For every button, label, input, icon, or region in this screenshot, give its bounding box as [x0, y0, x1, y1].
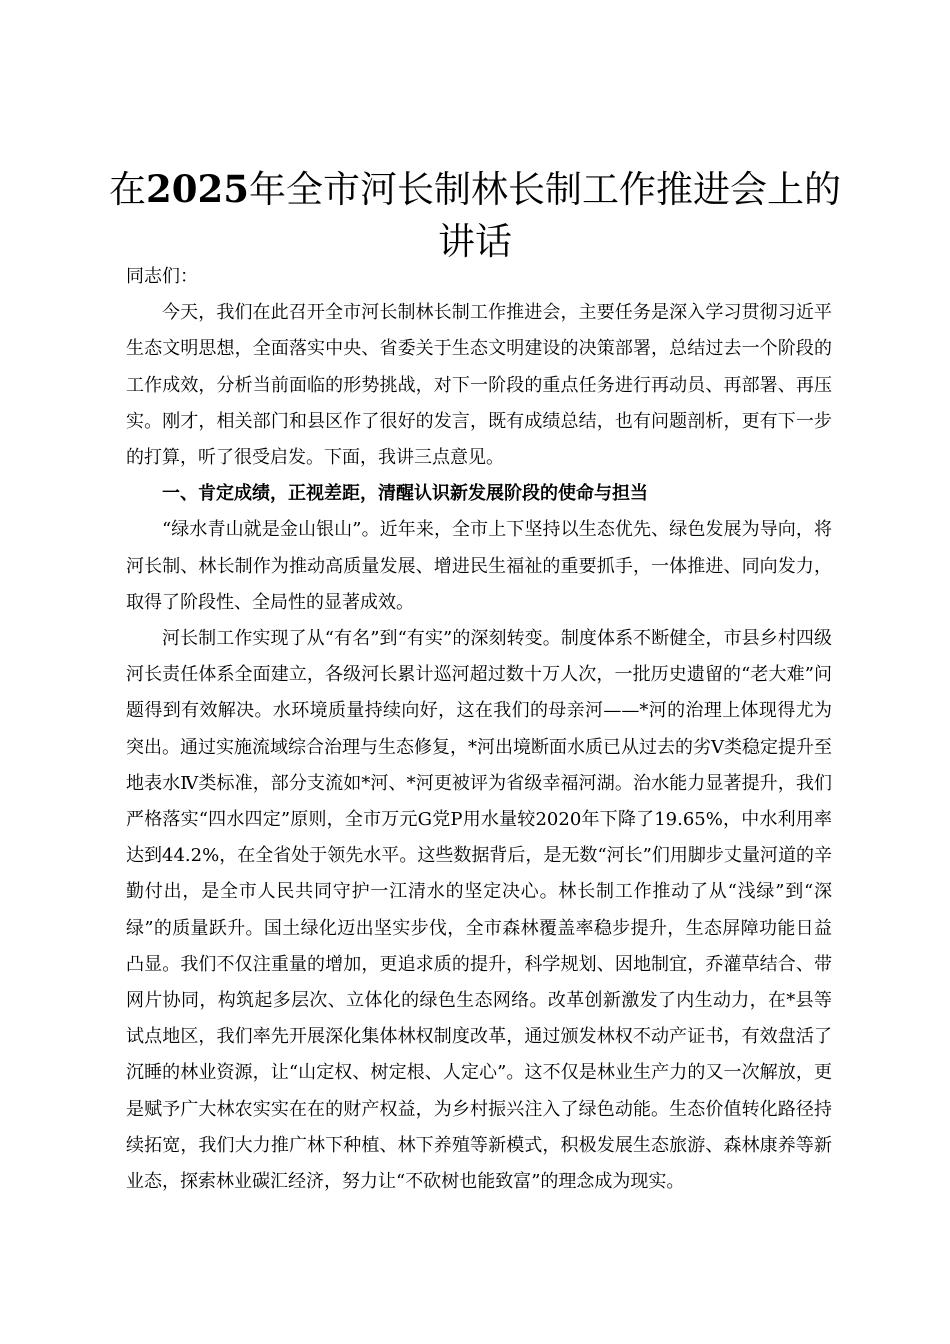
document-body [126, 259, 832, 1200]
section-heading: 一、肯定成绩，正视差距，清醒认识新发展阶段的使命与担当 [162, 483, 648, 505]
salutation: 同志们： [126, 266, 198, 287]
title-prefix: 在 [109, 168, 146, 211]
body-paragraph-1: “绿水青山就是金山银山”。近年来，全市上下坚持以生态优先、绿色发展为导向，将河长制、林长制作为推动高质量发展、增进民生福祉的重要抓手，一体推进、同向发力，取得了阶段性、全局性的显著成效。 [126, 519, 832, 613]
document-title [100, 163, 850, 268]
body-paragraph-2: 河长制工作实现了从“有名”到“有实”的深刻转变。制度体系不断健全，市县乡村四级河长责任体系全面建立，各级河长累计巡河超过数十万人次，一批历史遗留的“老大难”问题得到有效解决。水环境质量持续向好，这在我们的母亲河——*河的治理上体现得尤为突出。通过实施流域综合治理与生态修复，*河出境断面水质已从过去的劣Ⅴ类稳定提升至地表水Ⅳ类标准，部分支流如*河、*河更被评为省级幸福河湖。治水能力显著提升，我们严格落实“四水四定”原则，全市万元G党P用水量较2020年下降了19.65%，中水利用率达到44.2%，在全省处于领先水平。这些数据背后，是无数“河长”们用脚步丈量河道的辛勤付出，是全市人民共同守护一江清水的坚定决心。林长制工作推动了从“浅绿”到“深绿”的质量跃升。国土绿化迈出坚实步伐，全市森林覆盖率稳步提升，生态屏障功能日益凸显。我们不仅注重量的增加，更追求质的提升，科学规划、因地制宜，乔灌草结合、带网片协同，构筑起多层次、立体化的绿色生态网络。改革创新激发了内生动力，在*县等试点地区，我们率先开展深化集体林权制度改革，通过颁发林权不动产证书，有效盘活了沉睡的林业资源，让“山定权、树定根、人定心”。这不仅是林业生产力的又一次解放，更是赋予广大林农实实在在的财产权益，为乡村振兴注入了绿色动能。生态价值转化路径持续拓宽，我们大力推广林下种植、林下养殖等新模式，积极发展生态旅游、森林康养等新业态，探索林业碳汇经济，努力让“不砍树也能致富”的理念成为现实。 [126, 628, 832, 1193]
title-suffix: 年全市河长制林长制工作推进会上的讲话 [248, 168, 841, 263]
intro-paragraph: 今天，我们在此召开全市河长制林长制工作推进会，主要任务是深入学习贯彻习近平生态文明思想，全面落实中央、省委关于生态文明建设的决策部署，总结过去一个阶段的工作成效，分析当前面临的形势挑战，对下一阶段的重点任务进行再动员、再部署、再压实。刚才，相关部门和县区作了很好的发言，既有成绩总结，也有问题剖析，更有下一步的打算，听了很受启发。下面，我讲三点意见。 [126, 302, 832, 469]
title-year: 2025 [146, 167, 249, 211]
